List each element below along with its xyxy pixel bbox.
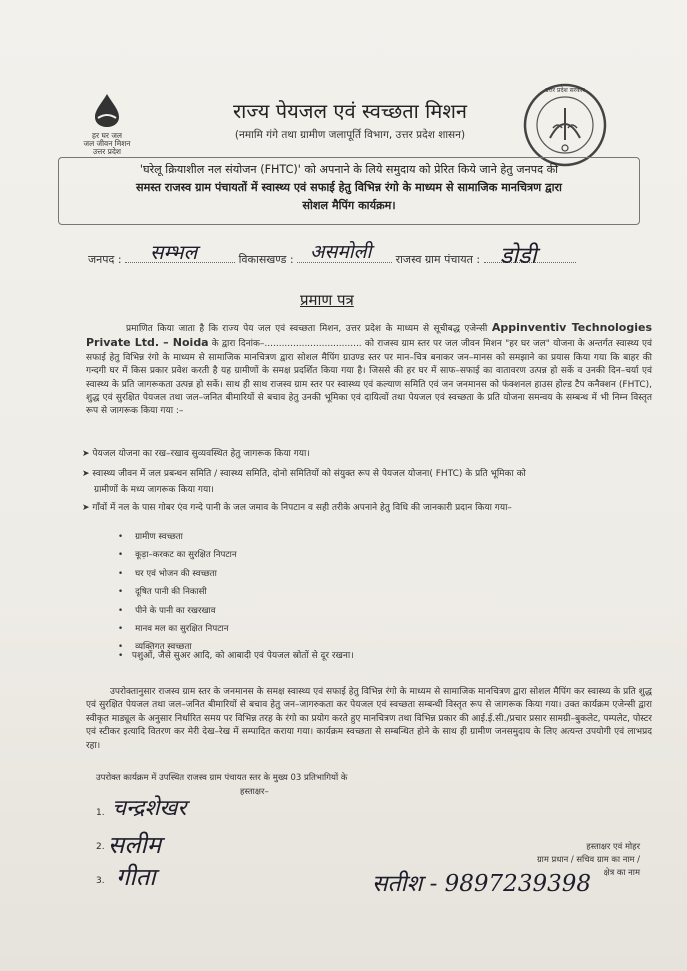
pradhan-signature: सतीश - 9897239398 [372,871,591,897]
certificate-title: प्रमाण पत्र [300,291,354,309]
mission-subtitle: (नमामि गंगे तथा ग्रामीण जलापूर्ति विभाग, उत्तर प्रदेश शासन) [234,129,466,141]
pradhan-label-line-2: ग्राम प्रधान / सचिव ग्राम का नाम / [536,854,640,864]
block-value: असमोली [310,241,372,263]
participant-signature-1: चन्द्रशेखर [112,796,187,821]
programme-banner [58,157,640,225]
list-item: • दूषित पानी की निकासी [118,583,418,601]
bullet-3-text: गाँवों में नल के पास गोबर एंव गन्दे पानी के जल जमाव के निपटान व सही तरीके अपनाने हेतु विधि की जानकारी प्रदान किया गया– [92,503,512,513]
banner-line-2: समस्त राजस्व ग्राम पंचायतों में स्वास्थ्य एवं सफाई हेतु विभिन्न रंगो के माध्यम से सामाजिक मानचित्रण द्वारा [136,181,562,194]
bullet-1 [82,446,310,459]
pradhan-label-line-3: क्षेत्र का नाम [603,867,640,877]
agency-name: Appinventiv Technologies Private Ltd. – Noida [86,321,652,350]
bullet-1-text: पेयजल योजना का रख–रखाव सुव्यवस्थित हेतु जागरूक किया गया। [92,449,310,459]
banner-line-1: 'घरेलू क्रियाशील नल संयोजन (FHTC)' को अपनाने के लिये समुदाय को प्रेरित किये जाने हेतु जनपद की [139,163,559,176]
list-item: • घर एवं भोजन की स्वच्छता [118,565,418,583]
bullet-icon: ➤ [82,449,93,459]
logo-caption: हर घर जल जल जीवन मिशन उत्तर प्रदेश [83,131,131,156]
hygiene-topics-list [118,528,418,657]
bullet-3 [82,500,662,513]
participant-signature-2: सलीम [108,831,162,859]
bullet-icon: ➤ [82,469,93,479]
pradhan-label-line-1: हस्ताक्षर एवं मोहर [586,841,640,851]
water-drop-icon [78,92,136,128]
mission-title: राज्य पेयजल एवं स्वच्छता मिशन [232,99,468,123]
block-label: विकासखण्ड : [238,253,294,266]
bullet-4 [118,648,354,661]
list-item: • व्यक्तिगत स्वच्छता [118,638,418,656]
participant-number-2: 2. [96,842,105,852]
participants-intro: उपरोक्त कार्यक्रम में उपस्थित राजस्व ग्राम पंचायत स्तर के मुख्य 03 प्रतिभागियों के [96,773,348,783]
bullet-2 [82,466,652,479]
participant-number-1: 1. [96,808,105,818]
list-item: • पीने के पानी का रखरखाव [118,602,418,620]
district-value: सम्भल [150,240,198,264]
bullet-icon: ➤ [82,503,93,513]
bullet-icon: • [118,651,132,661]
list-item: • मानव मल का सुरक्षित निपटान [118,620,418,638]
paragraph-1-body: के द्वारा दिनांक–.................................. को राजस्व ग्राम स्तर पर जल जीवन मिशन "हर घर जल" योजना के अन्तर्गत स्वास्थ्य एवं सफाई हेतु विभिन्न रंगो के माध्यम से सामाजिक मानचित्रण द्वारा सोशल मैपिंग ग्राउण्ड स्तर पर मान–चित्र बनाकर जन–मानस को समझाने का प्रयास किया गया कि बाहर की गन्दगी घर में किस प्रकार प्रवेश करती है यह ग्रामीणों के समक्ष प्रदर्शित किया गया है। जिससे की हर घर में साफ–सफाई का वातावरण उत्पन्न हो सकें व उनकी दिन–चर्या एवं स्वास्थ्य के प्रति जागरूकता उत्पन्न हो सकें। साथ ही साथ राजस्व ग्राम स्तर पर स्वास्थ्य एवं कल्याण समिति एवं जन जनमानस को फंक्शनल हाउस होल्ड टैप कनैक्शन (FHTC), शुद्ध एवं सुरक्षित पेयजल तथा जल–जनित बीमारियों से बचाव हेतु उनकी भूमिका एवं दायित्वों तथा पेयजल एवं स्वच्छता के प्रति योजना समन्वय के सम्बन्ध में भी निम्न विस्तृत रूप से जागरूक किया गया :– [86,339,652,417]
emblem-text: उत्तर प्रदेश सरकार [545,87,585,94]
paragraph-1-intro: प्रमाणित किया जाता है कि राज्य पेय जल एवं स्वच्छता मिशन, उत्तर प्रदेश के माध्यम से सूचीबद्ध एजेन्सी [126,324,488,334]
district-label: जनपद : [88,253,122,266]
panchayat-label: राजस्व ग्राम पंचायत : [395,253,481,266]
participant-signature-3: गीता [116,863,156,891]
list-item: • कूड़ा–करकट का सुरक्षित निपटान [118,546,418,564]
bullet-2-continued: ग्रामीणों के मध्य जागरूक किया गया। [94,485,214,495]
bullet-4-text: पशुओं, जैसे सुअर आदि, को आबादी एवं पेयजल स्रोतों से दूर रखना। [131,651,354,661]
certificate-paragraph-2: उपरोक्तानुसार राजस्व ग्राम स्तर के जनमानस के समक्ष स्वास्थ्य एवं सफाई हेतु विभिन्न रंगो के माध्यम से सामाजिक मानचित्रण द्वारा सोशल मैपिंग कर स्वास्थ्य के प्रति शुद्ध एवं सुरक्षित पेयजल तथा जल–जनित बीमारियों से बचाव हेतु जन–जागरुकता कर पेयजल एवं स्वच्छता सम्बन्धी विस्तृत रूप से जागरूक किया गया। उक्त कार्यक्रम एजेन्सी द्वारा स्वीकृत माड्यूल के अनुसार निर्धारित समय पर विभिन्न तरह के रंगो का प्रयोग करते हुए मानचित्रण तथा विभिन्न प्रकार की आई.ई.सी./प्रचार प्रसार सामग्री–बुकलेट, पम्पलेट, पोस्टर एवं स्टीकर इत्यादि वितरण कर मेरी देख–रेख में सम्पादित कराया गया। कार्यक्रम स्वच्छता से सम्बन्धित होने के साथ ही ग्रामीण जनसमुदाय के लिए अत्यन्त उपयोगी एवं लाभप्रद रहा। [86,687,652,751]
participant-number-3: 3. [96,876,105,886]
bullet-2-text: स्वास्थ्य जीवन में जल प्रबन्धन समिति / स्वास्थ्य समिति, दोनो समितियों को संयुक्त रूप से पेयजल योजना( FHTC) के प्रति भूमिका को [92,469,526,479]
certificate-paragraph-1 [86,321,652,419]
panchayat-value: डोडी [500,243,537,269]
har-ghar-jal-logo [78,92,136,156]
participants-signature-label: हस्ताक्षर– [240,787,269,797]
list-item: • ग्रामीण स्वच्छता [118,528,418,546]
banner-line-3: सोशल मैपिंग कार्यक्रम। [302,199,396,212]
